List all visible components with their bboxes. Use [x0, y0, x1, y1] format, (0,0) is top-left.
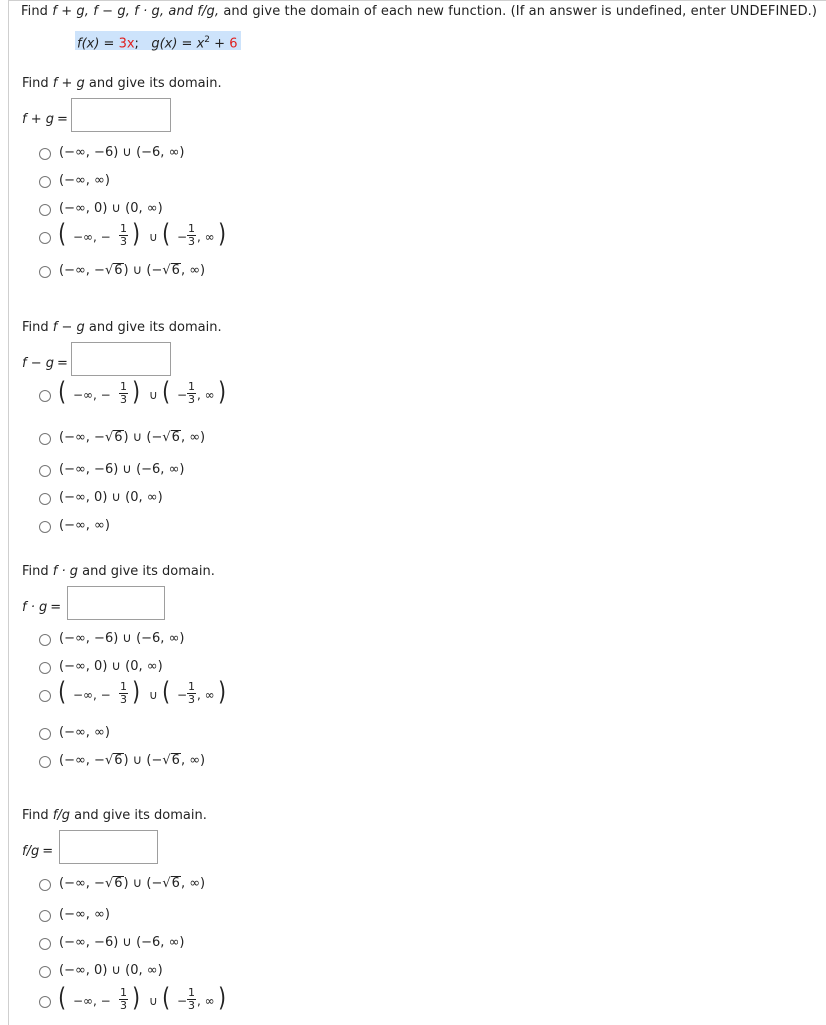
union-symbol: ∪ [149, 230, 158, 244]
domain-option-fraction[interactable] [57, 219, 227, 251]
sqrt-icon: √ [162, 753, 171, 768]
sqrt-icon: √ [104, 876, 114, 891]
radio-option-icon[interactable] [39, 148, 51, 160]
radio-option-icon[interactable] [39, 465, 51, 477]
prompt-pre: Find [22, 320, 53, 335]
sqrt-option-post: , ∞) [180, 876, 206, 891]
radio-option-icon[interactable] [39, 204, 51, 216]
instructions-functions: f + g, f − g, f · g, and f/g, [52, 4, 220, 19]
prompt-operation: f − g [52, 320, 85, 335]
radicand: 6 [114, 753, 123, 768]
fraction-one-third [119, 223, 128, 248]
radio-option-icon[interactable] [39, 390, 51, 402]
sqrt-option-mid: ) ∪ (− [123, 753, 163, 768]
close-paren: ) [218, 983, 227, 1013]
fraction-numerator: 1 [120, 680, 127, 693]
domain-option[interactable]: (−∞, 0) ∪ (0, ∞) [59, 201, 163, 216]
radio-option-icon[interactable] [39, 662, 51, 674]
close-paren: ) [132, 377, 141, 407]
domain-option[interactable]: (−∞, 0) ∪ (0, ∞) [59, 659, 163, 674]
union-symbol: ∪ [149, 994, 158, 1008]
g-definition-lhs: g(x) = x [151, 36, 205, 52]
sqrt-option-pre: (−∞, − [59, 876, 105, 891]
answer-input[interactable] [71, 98, 171, 132]
union-symbol: ∪ [149, 688, 158, 702]
domain-option[interactable]: (−∞, 0) ∪ (0, ∞) [59, 490, 163, 505]
equals-sign: = [57, 356, 68, 371]
answer-input[interactable] [59, 830, 158, 864]
answer-input[interactable] [67, 586, 165, 620]
instructions [21, 4, 817, 19]
radicand: 6 [171, 753, 180, 768]
sqrt-option-pre: (−∞, − [59, 263, 105, 278]
open-paren: ( [58, 219, 67, 249]
radio-option-icon[interactable] [39, 910, 51, 922]
fraction-denominator: 3 [188, 693, 195, 706]
minus-sign: − [177, 230, 188, 244]
domain-option[interactable]: (−∞, ∞) [59, 907, 110, 922]
section-prompt [22, 808, 207, 823]
domain-option[interactable]: (−∞, −6) ∪ (−6, ∞) [59, 935, 185, 950]
answer-label-expression: f + g [22, 112, 54, 127]
radio-option-icon[interactable] [39, 521, 51, 533]
sqrt-icon: √ [104, 263, 114, 278]
fraction-numerator: 1 [188, 380, 195, 393]
domain-option-sqrt[interactable] [59, 753, 205, 768]
radio-option-icon[interactable] [39, 493, 51, 505]
section-prompt [22, 564, 215, 579]
sqrt-icon: √ [162, 430, 171, 445]
radio-option-icon[interactable] [39, 690, 51, 702]
close-paren: ) [218, 677, 227, 707]
open-paren: ( [162, 983, 171, 1013]
answer-label-expression: f · g [22, 600, 48, 615]
fraction-denominator: 3 [120, 393, 127, 406]
domain-option-sqrt[interactable] [59, 876, 205, 891]
domain-option-fraction[interactable] [57, 377, 227, 409]
answer-label [22, 844, 53, 859]
sqrt-option-pre: (−∞, − [59, 753, 105, 768]
answer-label [22, 600, 61, 615]
radio-option-icon[interactable] [39, 879, 51, 891]
fraction-numerator: 1 [188, 986, 195, 999]
domain-option[interactable]: (−∞, 0) ∪ (0, ∞) [59, 963, 163, 978]
prompt-post: and give its domain. [84, 320, 222, 335]
fraction-one-third [187, 223, 196, 248]
sqrt-icon: √ [162, 876, 171, 891]
domain-option[interactable]: (−∞, −6) ∪ (−6, ∞) [59, 631, 185, 646]
domain-option[interactable]: (−∞, −6) ∪ (−6, ∞) [59, 145, 185, 160]
fraction-denominator: 3 [188, 393, 195, 406]
radio-option-icon[interactable] [39, 176, 51, 188]
minus-sign: − [177, 388, 188, 402]
given-functions [75, 31, 241, 50]
fraction-one-third [187, 987, 196, 1012]
instructions-pre: Find [21, 4, 53, 19]
radio-option-icon[interactable] [39, 634, 51, 646]
fraction-numerator: 1 [188, 680, 195, 693]
fraction-denominator: 3 [120, 693, 127, 706]
infinity: , ∞ [197, 688, 215, 702]
minus-sign: − [177, 688, 188, 702]
prompt-pre: Find [22, 76, 53, 91]
union-symbol: ∪ [149, 388, 158, 402]
radio-option-icon[interactable] [39, 266, 51, 278]
close-paren: ) [218, 377, 227, 407]
radicand: 6 [114, 263, 123, 278]
radicand: 6 [114, 876, 123, 891]
g-exponent: 2 [204, 35, 211, 45]
fraction-one-third [187, 681, 196, 706]
domain-option[interactable]: (−∞, ∞) [59, 518, 110, 533]
prompt-post: and give its domain. [78, 564, 215, 579]
sqrt-option-post: , ∞) [180, 430, 206, 445]
prompt-post: and give its domain. [84, 76, 222, 91]
answer-label [22, 356, 68, 371]
minus-sign: − [177, 994, 188, 1008]
infinity: , ∞ [197, 388, 215, 402]
g-plus: + [210, 36, 230, 52]
fraction-denominator: 3 [120, 235, 127, 248]
domain-option-fraction[interactable] [57, 983, 227, 1015]
domain-option[interactable]: (−∞, ∞) [59, 173, 110, 188]
prompt-operation: f + g [52, 76, 85, 91]
close-paren: ) [132, 677, 141, 707]
domain-option[interactable]: (−∞, ∞) [59, 725, 110, 740]
open-paren: ( [58, 677, 67, 707]
close-paren: ) [132, 983, 141, 1013]
domain-option-fraction[interactable] [57, 677, 227, 709]
radicand: 6 [171, 876, 180, 891]
fraction-one-third [187, 381, 196, 406]
sqrt-icon: √ [104, 430, 114, 445]
equals-sign: = [50, 600, 62, 615]
prompt-post: and give its domain. [70, 808, 207, 823]
section-prompt [22, 76, 222, 91]
radio-option-icon[interactable] [39, 756, 51, 768]
radicand: 6 [114, 430, 123, 445]
open-paren: ( [162, 377, 171, 407]
radicand: 6 [171, 263, 180, 278]
equals-sign: = [42, 844, 54, 859]
fraction-numerator: 1 [120, 222, 127, 235]
neg-infinity: −∞, − [73, 230, 111, 244]
prompt-pre: Find [22, 808, 53, 823]
sqrt-option-mid: ) ∪ (− [123, 430, 163, 445]
open-paren: ( [58, 377, 67, 407]
instructions-post: and give the domain of each new function. (If an answer is undefined, enter UNDEFINED.) [219, 4, 818, 19]
answer-label [22, 112, 68, 127]
equals-sign: = [57, 112, 68, 127]
fraction-numerator: 1 [120, 380, 127, 393]
infinity: , ∞ [197, 230, 215, 244]
sqrt-option-mid: ) ∪ (− [123, 876, 163, 891]
f-definition-lhs: f(x) = [77, 36, 119, 52]
prompt-operation: f/g [52, 808, 70, 823]
prompt-operation: f · g [52, 564, 79, 579]
infinity: , ∞ [197, 994, 215, 1008]
fraction-one-third [119, 987, 128, 1012]
open-paren: ( [162, 677, 171, 707]
sqrt-option-pre: (−∞, − [59, 430, 105, 445]
domain-option-sqrt[interactable] [59, 430, 205, 445]
open-paren: ( [162, 219, 171, 249]
radio-option-icon[interactable] [39, 938, 51, 950]
neg-infinity: −∞, − [73, 388, 111, 402]
radio-option-icon[interactable] [39, 728, 51, 740]
radio-option-icon[interactable] [39, 433, 51, 445]
radio-option-icon[interactable] [39, 966, 51, 978]
fraction-denominator: 3 [120, 999, 127, 1012]
section-prompt [22, 320, 222, 335]
prompt-pre: Find [22, 564, 53, 579]
fraction-numerator: 1 [188, 222, 195, 235]
answer-label-expression: f − g [22, 356, 54, 371]
radicand: 6 [171, 430, 180, 445]
close-paren: ) [132, 219, 141, 249]
sqrt-icon: √ [104, 753, 114, 768]
fraction-denominator: 3 [188, 235, 195, 248]
answer-input[interactable] [71, 342, 171, 376]
sqrt-option-post: , ∞) [180, 753, 206, 768]
neg-infinity: −∞, − [73, 688, 111, 702]
domain-option[interactable]: (−∞, −6) ∪ (−6, ∞) [59, 462, 185, 477]
sqrt-icon: √ [162, 263, 171, 278]
fraction-one-third [119, 381, 128, 406]
neg-infinity: −∞, − [73, 994, 111, 1008]
given-separator: ; [134, 36, 152, 52]
fraction-numerator: 1 [120, 986, 127, 999]
close-paren: ) [218, 219, 227, 249]
radio-option-icon[interactable] [39, 996, 51, 1008]
f-definition-rhs: 3x [118, 36, 135, 52]
sqrt-option-post: , ∞) [180, 263, 206, 278]
sqrt-option-mid: ) ∪ (− [123, 263, 163, 278]
domain-option-sqrt[interactable] [59, 263, 205, 278]
g-constant: 6 [229, 36, 238, 52]
radio-option-icon[interactable] [39, 232, 51, 244]
open-paren: ( [58, 983, 67, 1013]
answer-label-expression: f/g [22, 844, 40, 859]
fraction-one-third [119, 681, 128, 706]
fraction-denominator: 3 [188, 999, 195, 1012]
